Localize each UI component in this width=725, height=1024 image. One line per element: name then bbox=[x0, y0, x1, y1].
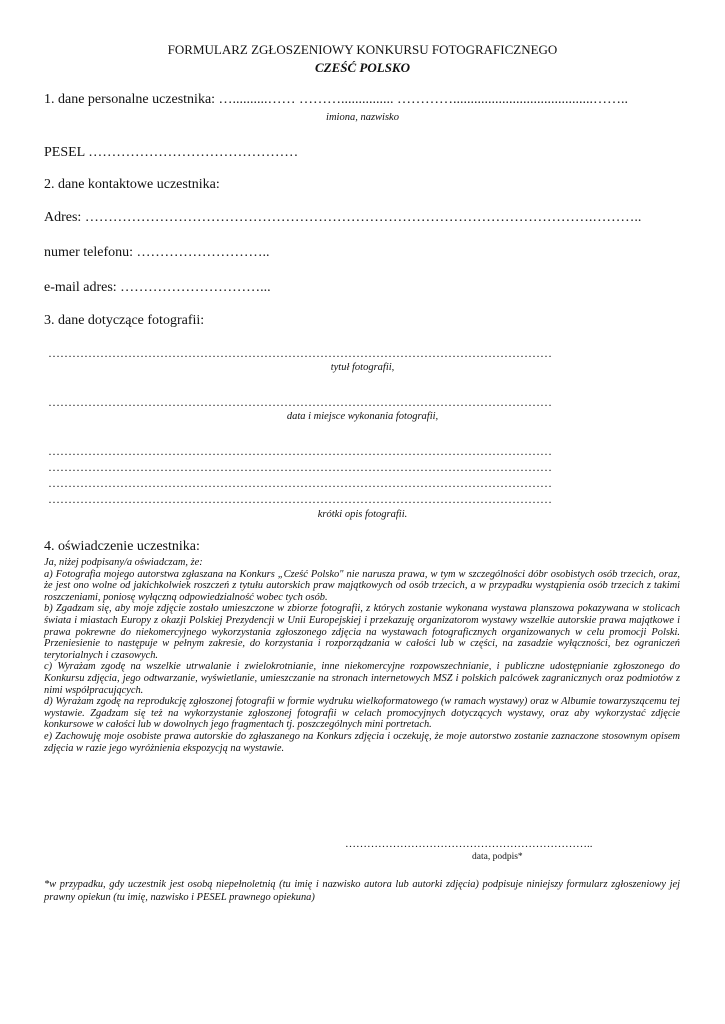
photo-description-line[interactable]: ……………………………………………………………………………………………………………… bbox=[48, 444, 552, 458]
address-field[interactable]: Adres: ……………………………………………………………………………………………….……….. bbox=[44, 210, 642, 225]
email-field[interactable]: e-mail adres: …………………………... bbox=[44, 280, 271, 295]
pesel-field[interactable]: PESEL ……………………………………… bbox=[44, 145, 299, 160]
photo-description-line[interactable]: ……………………………………………………………………………………………………………… bbox=[48, 476, 552, 490]
photo-section-heading: 3. dane dotyczące fotografii: bbox=[44, 313, 205, 328]
form-subtitle: CZEŚĆ POLSKO bbox=[315, 60, 410, 75]
declaration-body bbox=[44, 557, 680, 754]
declaration-point-b: b) Zgadzam się, aby moje zdjęcie zostało umieszczone w zbiorze fotografii, z których zostanie wykonana wystawa planszowa pokazywana w stolicach świata i miastach Europy z okazji Polskiej Prezydencji w Unii Europejskiej i przekazuję organizatorom wystawy wszelkie autorskie prawa majątkowe i prawa pokrewne do niekomercyjnego wykorzystania zgłoszonego zdjęcia na wystawach fotograficznych organizowanych w celu promocji Polski. Przeniesienie to następuje w pełnym zakresie, do korzystania i rozporządzania w całości lub w części, na zasadzie wyłączności, bez ograniczeń terytorialnych i czasowych. bbox=[44, 603, 680, 661]
declaration-point-d: d) Wyrażam zgodę na reprodukcję zgłoszonej fotografii w formie wydruku wielkoformatowego (w ramach wystawy) oraz w Albumie towarzyszącemu tej wystawie. Zgadzam się też na wykorzystanie zgłoszonej fotografii w celach promocyjnych dotyczących wystawy, oraz aby wykorzystać zdjęcie konkursowe w całości lub w dowolnych jego fragmentach tj. poszczególnych mini portretach. bbox=[44, 696, 680, 731]
declaration-point-e: e) Zachowuję moje osobiste prawa autorskie do zgłaszanego na Konkurs zdjęcia i oczekuję, że moje autorstwo zostanie zaznaczone stosownym opisem zdjęcia w razie jego wyróżnienia ekspozycją na wystawie. bbox=[44, 730, 680, 754]
declaration-intro: Ja, niżej podpisany/a oświadczam, że: bbox=[44, 557, 203, 568]
contact-section-heading: 2. dane kontaktowe uczestnika: bbox=[44, 177, 220, 192]
guardian-footnote: *w przypadku, gdy uczestnik jest osobą niepełnoletnią (tu imię i nazwisko autora lub autorki zdjęcia) podpisuje niniejszy formularz zgłoszeniowy jej prawny opiekun (tu imię, nazwisko i PESEL prawnego opiekuna) bbox=[44, 879, 680, 903]
photo-date-caption: data i miejsce wykonania fotografii, bbox=[286, 411, 439, 422]
photo-description-caption: krótki opis fotografii. bbox=[317, 509, 408, 520]
phone-field[interactable]: numer telefonu: ……………………….. bbox=[44, 245, 270, 260]
photo-description-line[interactable]: ……………………………………………………………………………………………………………… bbox=[48, 460, 552, 474]
photo-description-line[interactable]: ……………………………………………………………………………………………………………… bbox=[48, 492, 552, 506]
photo-title-line[interactable]: ……………………………………………………………………………………………………………… bbox=[48, 346, 552, 360]
photo-date-line[interactable]: ……………………………………………………………………………………………………………… bbox=[48, 395, 552, 409]
photo-title-caption: tytuł fotografii, bbox=[330, 362, 395, 373]
declaration-point-c: c) Wyrażam zgodę na wszelkie utrwalanie i zwielokrotnianie, inne niekomercyjne rozpowszechnianie, i publiczne udostępnianie zgłoszonego do Konkursu zdjęcia, jego odtwarzanie, wyświetlanie, umieszczanie na stronach internetowych MSZ i polskich palcówek zagranicznych oraz podmiotów z nimi współpracujących. bbox=[44, 661, 680, 696]
form-title: FORMULARZ ZGŁOSZENIOWY KONKURSU FOTOGRAFICZNEGO bbox=[167, 42, 558, 57]
signature-caption: data, podpis* bbox=[472, 852, 523, 862]
personal-data-field[interactable]: 1. dane personalne uczestnika: …..........…… ………............... …………........................................…….. bbox=[44, 92, 629, 107]
name-caption: imiona, nazwisko bbox=[326, 112, 399, 123]
declaration-heading: 4. oświadczenie uczestnika: bbox=[44, 539, 200, 554]
declaration-point-a: a) Fotografia mojego autorstwa zgłaszana na Konkurs „Cześć Polsko" nie narusza prawa, w tym w szczególności dóbr osobistych osób trzecich, oraz, że jest ono wolne od jakichkolwiek roszczeń z tytułu autorskich praw majątkowych od osób trzecich, a w przypadku wystąpienia osób trzecich z takimi roszczeniami, poniosę wyłączną odpowiedzialność wobec tych osób. bbox=[44, 568, 680, 603]
signature-line[interactable]: ………………………………………………………….. bbox=[345, 838, 593, 850]
